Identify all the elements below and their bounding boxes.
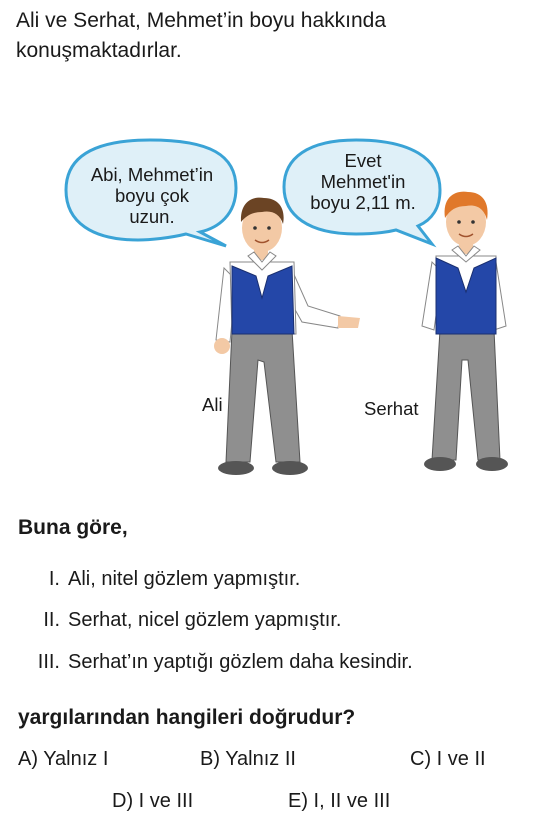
option-d[interactable]: D) I ve III bbox=[112, 790, 194, 812]
statement-1 bbox=[0, 568, 300, 591]
ali-bubble-line: Abi, Mehmet’in bbox=[90, 164, 214, 185]
statement-2 bbox=[0, 609, 341, 632]
option-c[interactable]: C) I ve II bbox=[410, 748, 486, 770]
ali-bubble-line: uzun. bbox=[129, 206, 175, 227]
serhat-label: Serhat bbox=[364, 398, 419, 419]
question-text: yargılarından hangileri doğrudur? bbox=[18, 706, 356, 729]
ali-figure bbox=[214, 198, 360, 475]
serhat-figure bbox=[422, 192, 508, 471]
statement-text: Serhat’ın yaptığı gözlem daha kesindir. bbox=[68, 651, 413, 673]
statement-3 bbox=[0, 651, 413, 674]
serhat-bubble-line: Mehmet'in bbox=[320, 171, 406, 192]
intro-text: Ali ve Serhat, Mehmet’in boyu hakkında konuşmaktadırlar. bbox=[16, 9, 387, 62]
statement-text: Serhat, nicel gözlem yapmıştır. bbox=[68, 609, 342, 631]
serhat-bubble-text bbox=[290, 150, 436, 213]
statement-text: Ali, nitel gözlem yapmıştır. bbox=[68, 568, 301, 590]
option-e[interactable]: E) I, II ve III bbox=[288, 790, 391, 812]
ali-bubble-text bbox=[72, 164, 232, 227]
serhat-bubble-line: Evet bbox=[344, 150, 382, 171]
serhat-bubble-line: boyu 2,11 m. bbox=[310, 192, 416, 213]
statement-number: I. bbox=[48, 568, 60, 590]
ali-label: Ali bbox=[202, 394, 223, 415]
option-b[interactable]: B) Yalnız II bbox=[200, 748, 296, 770]
statement-number: II. bbox=[43, 609, 60, 631]
lead-text: Buna göre, bbox=[18, 516, 128, 539]
statement-number: III. bbox=[37, 651, 60, 673]
ali-bubble-line: boyu çok bbox=[114, 185, 190, 206]
option-a[interactable]: A) Yalnız I bbox=[18, 748, 109, 770]
